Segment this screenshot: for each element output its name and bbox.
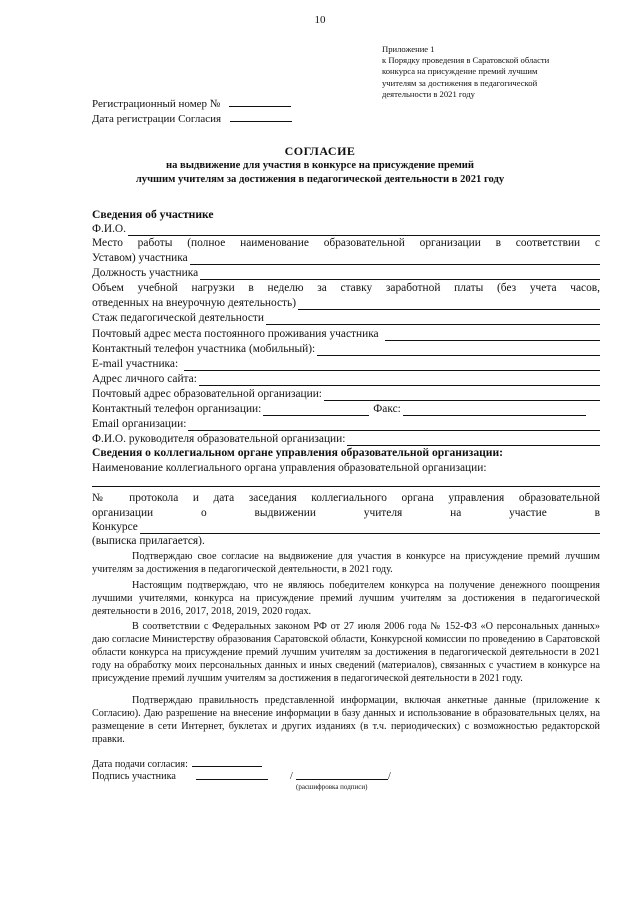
protocol-word: выдвижении: [254, 507, 316, 519]
collegial-name-label: Наименование коллегиального органа управления образовательной организации:: [92, 462, 487, 474]
protocol-line-1: № протокола и дата заседания коллегиального органа управления образовательной: [92, 492, 600, 504]
org-address-blank: [324, 390, 600, 401]
appendix-line: деятельности в 2021 году: [382, 88, 475, 99]
protocol-word: на: [450, 507, 462, 519]
consent-paragraph-1-text: Подтверждаю свое согласие на выдвижение для участия в конкурсе на присуждение премий лучшим учителям за достижения в педагогической деятельности, в 2021 году.: [92, 551, 600, 575]
registration-number-blank: [229, 97, 291, 107]
document-subtitle-line-1: на выдвижение для участия в конкурсе на присуждение премий: [165, 160, 474, 171]
org-phone-field: [92, 402, 600, 416]
consent-paragraph-3: [92, 620, 600, 685]
org-email-blank: [188, 420, 600, 431]
load-blank: [298, 299, 600, 310]
org-phone-blank: [263, 406, 369, 416]
fio-blank: [128, 225, 600, 236]
protocol-word: о: [201, 507, 207, 519]
phone-label: Контактный телефон участника (мобильный):: [92, 343, 316, 355]
registration-number-label: Регистрационный номер №: [92, 98, 221, 110]
slash-close: /: [388, 771, 391, 782]
protocol-label: Конкурсе: [92, 521, 138, 533]
appendix-line: к Порядку проведения в Саратовской области: [382, 55, 550, 66]
collegial-name-field: [92, 461, 600, 475]
address-field: [92, 327, 600, 341]
consent-paragraph-4-text: Подтверждаю правильность представленной информации, включая анкетные данные (приложение к Согласию). Даю разрешение на внесение информации в базу данных и использование в образовательных целях, на размещение в сети Интернет, буклетах и других изданиях (в т.ч. периодических) с возможностью редакторской правки.: [92, 695, 600, 745]
fio-field: [92, 222, 600, 236]
fio-label: Ф.И.О.: [92, 223, 126, 235]
consent-paragraph-3-text: В соответствии с Федеральных законом РФ от 27 июля 2006 года № 152-ФЗ «О персональных данных» даю согласие Министерству образования Саратовской области, Конкурсной комиссии по проведению в Саратовской области конкурса на присуждение премий лучшим учителям за достижения в педагогической деятельности в 2021 году на обработку моих персональных данных и иных сведений (материалов), связанных с участием в конкурсе на присуждение премий лучшим учителям за достижения в педагогической деятельности в 2021 году.: [92, 621, 600, 684]
org-address-field: [92, 387, 600, 401]
position-label: Должность участника: [92, 267, 199, 279]
consent-paragraph-2-text: Настоящим подтверждаю, что не являюсь победителем конкурса на получение денежного поощрения лучшими учителями, конкурса на присуждение премий лучшим учителям за достижения в педагогической деятельности в 2016, 2017, 2018, 2019, 2020 годах.: [92, 580, 600, 617]
experience-blank: [266, 314, 600, 325]
load-label: отведенных на внеурочную деятельность): [92, 297, 296, 309]
extract-note: (выписка прилагается).: [92, 535, 205, 547]
email-blank: [184, 360, 600, 371]
participant-heading: Сведения об участнике: [92, 208, 214, 221]
website-label: Адрес личного сайта:: [92, 373, 197, 385]
protocol-word: организации: [92, 507, 154, 519]
signature-decoding-caption: (расшифровка подписи): [296, 783, 368, 791]
workplace-field: [92, 251, 600, 265]
registration-date-blank: [230, 112, 292, 122]
protocol-word: в: [594, 507, 600, 519]
phone-blank: [317, 345, 600, 356]
head-fio-field: [92, 432, 600, 446]
org-email-field: [92, 417, 600, 431]
submission-date-label: Дата подачи согласия:: [92, 759, 188, 770]
org-email-label: Email организации:: [92, 418, 187, 430]
signature-decoding-blank: [296, 779, 388, 780]
collegial-name-blank: [92, 486, 600, 487]
org-phone-label: Контактный телефон организации:: [92, 403, 262, 415]
experience-field: [92, 311, 600, 325]
website-field: [92, 372, 600, 386]
page-number: 10: [314, 14, 326, 26]
submission-date: [92, 757, 262, 770]
protocol-field: [92, 520, 600, 534]
head-fio-label: Ф.И.О. руководителя образовательной организации:: [92, 433, 346, 445]
workplace-label: Уставом) участника: [92, 252, 188, 264]
appendix-line: конкурса на присуждение премий лучшим: [382, 66, 538, 77]
address-blank: [385, 330, 600, 341]
address-label: Почтовый адрес места постоянного проживания участника: [92, 328, 379, 340]
collegial-heading: Сведения о коллегиальном органе управления образовательной организации:: [92, 446, 504, 459]
participant-signature-label: Подпись участника: [92, 771, 176, 782]
load-field: [92, 296, 600, 310]
appendix-note: [382, 44, 602, 100]
org-address-label: Почтовый адрес образовательной организации:: [92, 388, 322, 400]
consent-paragraph-1: [92, 550, 600, 576]
phone-field: [92, 342, 600, 356]
signature-blank: [196, 779, 268, 780]
protocol-word: участие: [509, 507, 547, 519]
email-label: E-mail участника:: [92, 358, 179, 370]
protocol-word: учителя: [363, 507, 403, 519]
website-blank: [199, 375, 600, 386]
consent-paragraph-4: [92, 694, 600, 746]
appendix-line: учителям за достижения в педагогической: [382, 77, 538, 88]
workplace-blank: [190, 254, 600, 265]
document-title: СОГЛАСИЕ: [284, 144, 356, 158]
registration-date: [92, 112, 292, 125]
registration-number: [92, 97, 291, 110]
experience-label: Стаж педагогической деятельности: [92, 312, 264, 324]
submission-date-blank: [192, 757, 262, 767]
email-field: [92, 357, 600, 371]
protocol-line-2: [92, 506, 600, 521]
load-line-1: Объем учебной нагрузки в неделю за ставку заработной платы (без учета часов,: [92, 282, 600, 294]
head-fio-blank: [347, 435, 600, 446]
position-field: [92, 266, 600, 280]
consent-paragraph-2: [92, 579, 600, 618]
fax-blank: [403, 405, 586, 416]
registration-date-label: Дата регистрации Согласия: [92, 113, 222, 125]
position-blank: [200, 269, 600, 280]
protocol-blank: [140, 523, 600, 534]
appendix-line: Приложение 1: [382, 44, 435, 54]
document-subtitle-line-2: лучшим учителям за достижения в педагогической деятельности в 2021 году: [135, 174, 505, 185]
workplace-line-1: Место работы (полное наименование образовательной организации в соответствии с: [92, 237, 600, 249]
fax-label: Факс:: [373, 403, 401, 415]
slash-open: /: [290, 771, 293, 782]
